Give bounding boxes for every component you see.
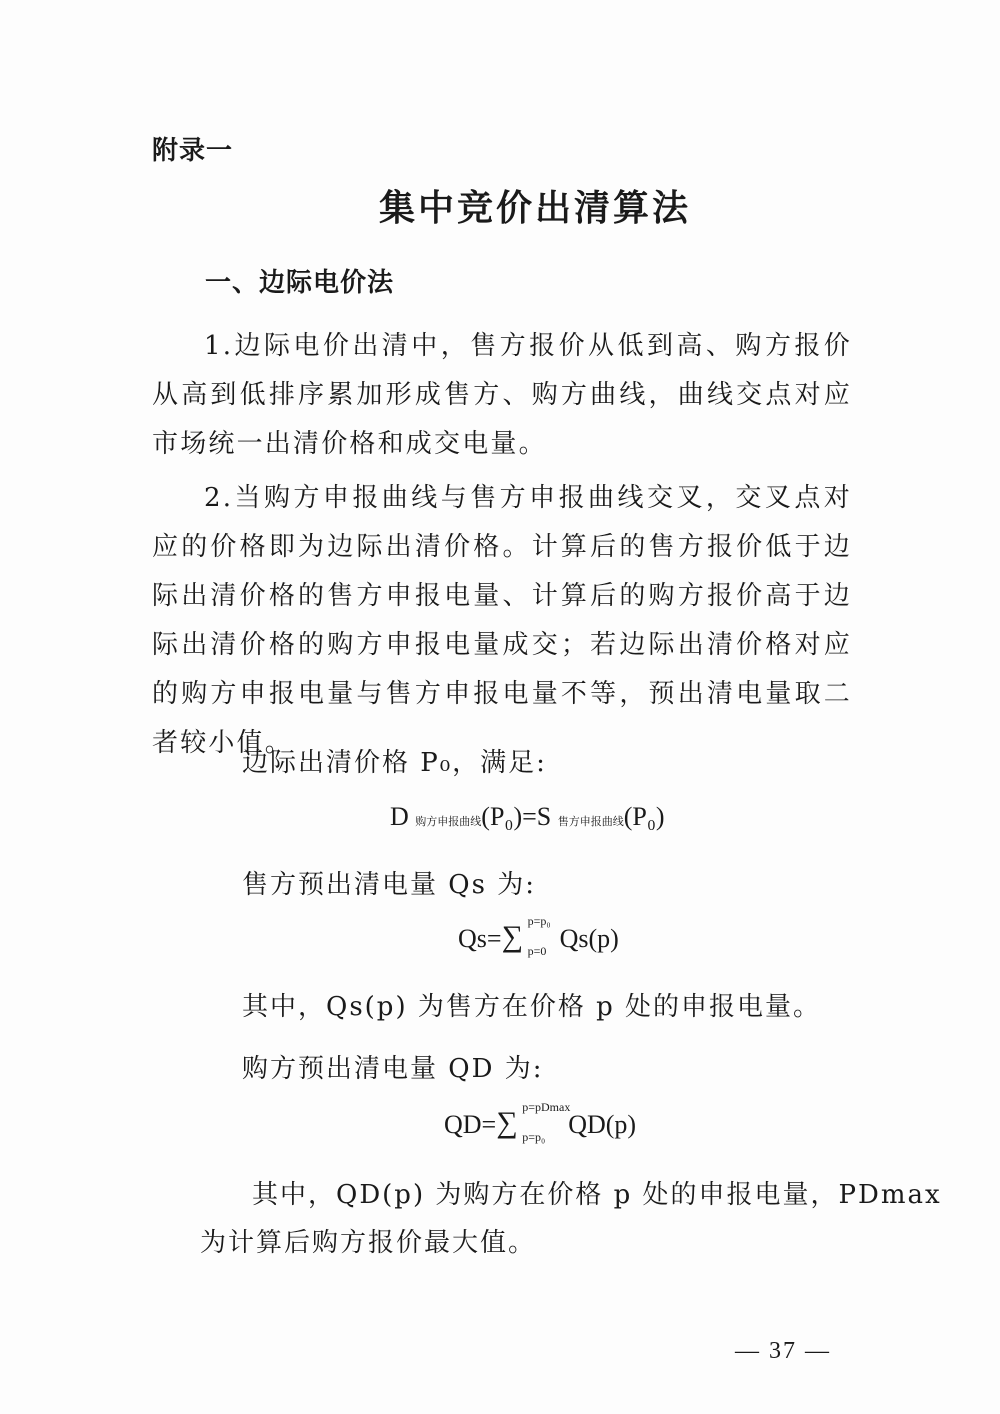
section-heading: 一、边际电价法: [205, 268, 395, 298]
sum-upper-limit: p=pDmax: [522, 1100, 571, 1115]
document-title: 集中竞价出清算法: [378, 188, 691, 229]
sum-lower-limit: p=0: [527, 944, 547, 959]
appendix-label: 附录一: [152, 136, 234, 166]
formula-d-subscript: 购方申报曲线: [415, 815, 482, 828]
sigma-symbol: ∑: [501, 920, 523, 954]
qd-note-line2: 为计算后购方报价最大值。: [200, 1228, 537, 1258]
paragraph-2: 2.当购方申报曲线与售方申报曲线交叉，交叉点对应的价格即为边际出清价格。计算后的售方报价低于边际出清价格的售方申报电量、计算后的购方报价高于边际出清价格的购方申报电量成交；若边际出清价格对应的购方申报电量与售方申报电量不等，预出清电量取二者较小值。: [152, 483, 852, 758]
qd-intro: 购方预出清电量 QD 为:: [242, 1054, 544, 1084]
summation: [501, 914, 560, 959]
paragraph-1: 1.边际电价出清中，售方报价从低到高、购方报价从高到低排序累加形成售方、购方曲线，曲线交点对应市场统一出清价格和成交电量。: [152, 331, 852, 459]
qs-intro: 售方预出清电量 Qs 为:: [242, 870, 536, 900]
formula-qs: [458, 914, 619, 959]
formula-arg2: (P₀): [623, 802, 665, 831]
p0-intro: 边际出清价格 P₀，满足:: [242, 748, 547, 778]
formula-qs-term: Qs(p): [559, 924, 619, 953]
summation: [496, 1100, 571, 1145]
formula-equilibrium: [390, 802, 665, 832]
formula-qd-term: QD(p): [568, 1110, 637, 1139]
qs-note: 其中，Qs(p) 为售方在价格 p 处的申报电量。: [242, 992, 822, 1022]
qd-note-line1: 其中，QD(p) 为购方在价格 p 处的申报电量，PDmax: [252, 1180, 942, 1210]
formula-s-subscript: 售方申报曲线: [557, 815, 624, 828]
formula-qd-lhs: QD=: [444, 1110, 497, 1139]
formula-qs-lhs: Qs=: [458, 924, 502, 953]
formula-qd: [444, 1100, 637, 1145]
page-number: — 37 —: [735, 1338, 831, 1364]
sigma-symbol: ∑: [496, 1106, 518, 1140]
formula-d: D: [390, 802, 409, 831]
formula-arg: (P₀)=S: [481, 802, 552, 831]
sum-upper-limit: p=p₀: [527, 914, 551, 929]
sum-lower-limit: p=p₀: [522, 1130, 546, 1145]
